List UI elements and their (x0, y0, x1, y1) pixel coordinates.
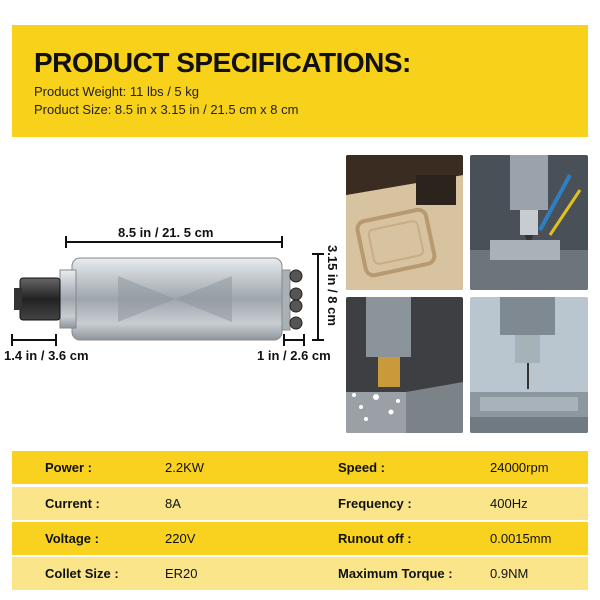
spec-value: 2.2KW (165, 460, 205, 475)
table-row (12, 557, 588, 590)
spec-value: 400Hz (490, 496, 528, 511)
page-title: PRODUCT SPECIFICATIONS: (34, 47, 411, 78)
milling-cutter-coolant-photo (346, 297, 463, 433)
spec-label: Runout off : (338, 531, 412, 546)
spec-value: 0.9NM (490, 566, 529, 581)
drilling-machine-photo (470, 297, 588, 433)
product-weight: Product Weight: 11 lbs / 5 kg (34, 84, 199, 99)
length-dimension-label: 8.5 in / 21. 5 cm (118, 225, 214, 240)
product-size: Product Size: 8.5 in x 3.15 in / 21.5 cm x 8 cm (34, 102, 299, 117)
spec-label: Voltage : (45, 531, 99, 546)
collet-length-label: 1.4 in / 3.6 cm (4, 348, 89, 363)
back-length-label: 1 in / 2.6 cm (257, 348, 331, 363)
spec-label: Collet Size : (45, 566, 119, 581)
spec-value: 24000rpm (490, 460, 549, 475)
spec-value: 220V (165, 531, 196, 546)
diameter-dimension-label: 3.15 in / 8 cm (325, 245, 340, 326)
spindle-illustration (0, 150, 345, 440)
cnc-milling-machine-photo (470, 155, 588, 290)
spec-label: Power : (45, 460, 92, 475)
spec-label: Maximum Torque : (338, 566, 453, 581)
spindle-diagram (0, 150, 345, 440)
spec-value: 0.0015mm (490, 531, 552, 546)
table-row (12, 451, 588, 484)
spec-table (12, 451, 588, 593)
table-row (12, 487, 588, 520)
cnc-engraved-board-photo (346, 155, 463, 290)
spec-label: Current : (45, 496, 100, 511)
spec-label: Frequency : (338, 496, 412, 511)
spec-label: Speed : (338, 460, 385, 475)
table-row (12, 522, 588, 555)
spec-value: 8A (165, 496, 181, 511)
specifications-banner (12, 25, 588, 137)
spec-value: ER20 (165, 566, 198, 581)
